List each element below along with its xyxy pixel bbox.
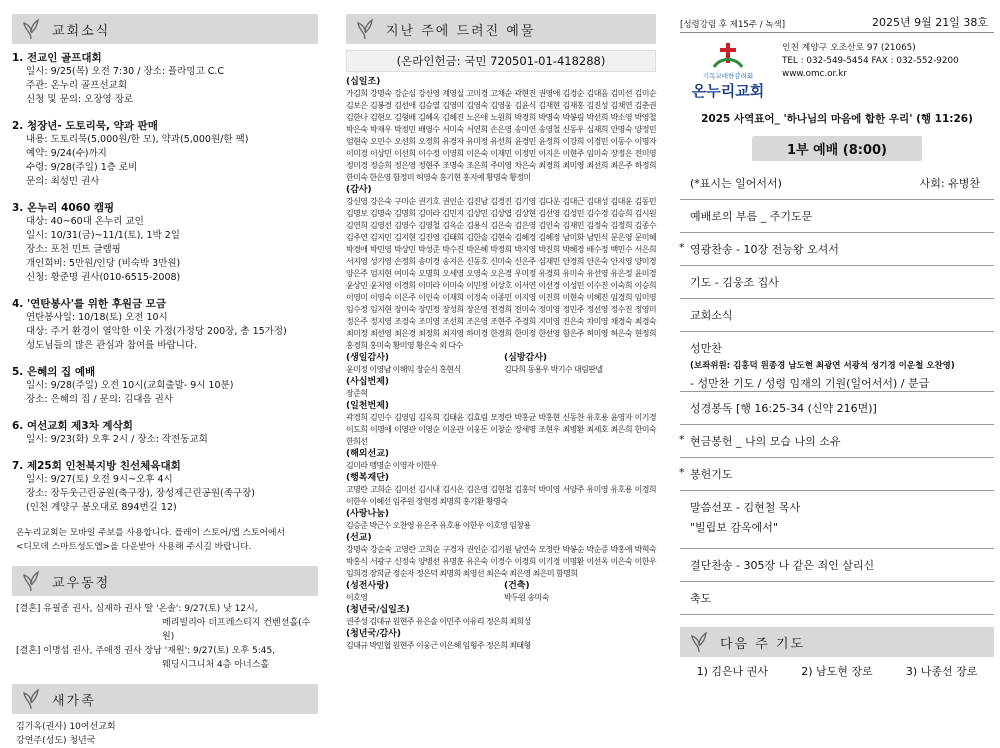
news-title: 교회소식 bbox=[52, 23, 111, 39]
offering-section bbox=[346, 352, 498, 376]
updates-title: 교우동정 bbox=[52, 575, 111, 591]
next-week-title: 다음 주 기도 bbox=[720, 636, 806, 652]
offering-section bbox=[504, 352, 656, 376]
offering-section bbox=[346, 472, 656, 508]
offering-names: 가김희 강명숙 강순심 강신영 계영실 고미경 고채순 곽현진 권영애 김경순 김대음 김미선 김미순 김보은 김봉경 김선애 김승열 김영미 김영숙 김영웅 김윤식 김재현 김재홍 김진성 김채연 김춘권 김한나 김현오 김형배 김혜옥 김혜진 노은애 노원희 박경희 박명숙 박봉림 박선희 박소영 박영철 박은숙 박재우 박정민 배영수 서미숙 서연희 손은영 송미연 송영철 신동우 심재희 안명숙 양정민 엄현숙 오민수 오선희 오정희 유경자 유미정 유선희 윤경민 윤정희 이강희 이경민 이동수 이명자 이미경 이상민 이선희 이수정 이영희 이은숙 이재민 이정민 이지은 이현주 임미숙 장정은 전미영 정미경 정승희 정은영 정현주 조명숙 조은희 주미영 차은숙 최경희 최미영 최선희 최은주 하정희 한미숙 한은영 함정미 허영숙 홍기현 홍지예 황명숙 황정미 bbox=[346, 89, 656, 182]
order-item bbox=[680, 458, 994, 491]
order-of-service bbox=[680, 167, 994, 615]
updates-header bbox=[12, 566, 318, 596]
offering-names: 강신영 강은숙 구미순 권기호 권인순 김진남 김경진 김기영 김다운 김대근 김대성 김대윤 김동민 김명보 김명숙 김명희 김미라 김민지 김상민 김상엽 김상현 김선영 김성민 김수경 김승희 김시원 김연희 김영선 김영수 김영철 김옥순 김용식 김은숙 김은영 김인숙 김재민 김정숙 김정희 김종수 김주연 김지민 김지현 김진영 김태희 김한솔 김현숙 김혜경 김혜정 남미화 남민식 문은영 문미혜 박경애 박민영 박상민 박성준 박수진 박은혜 박정희 박지영 박진희 박혜경 배수정 백민수 서은희 서지영 성기영 손정희 송미경 송지은 신동호 신미숙 신은주 심재민 안경희 안은숙 안지영 양미경 양은주 엄지현 여미숙 오명희 오세영 오영숙 오은경 우미정 유경희 유미숙 유선영 유은정 윤미경 윤상민 윤지영 이경희 이미라 이미숙 이민정 이상호 이서연 이선경 이성민 이수진 이숙희 이승희 이영미 이영숙 이은주 이인숙 이재희 이정숙 이종민 이지영 이진희 이현숙 이혜진 임경희 임미영 임수정 임지현 장미숙 장민정 장성희 장은영 전경희 전미숙 정미영 정민주 정선영 정수진 정영미 정은주 정지영 조경숙 조미영 조선희 조은영 조현주 주경희 지미영 진은숙 차미영 채경숙 최경숙 최미정 최선영 최은경 최정희 최지영 하미경 한경희 한미정 한선영 함은주 허미영 허은숙 현정희 홍경희 홍미숙 황미영 황은숙 외 다수 bbox=[346, 197, 656, 350]
news-item-line: 대상: 40~60대 온누리 교인 bbox=[26, 216, 144, 227]
news-item bbox=[12, 364, 318, 407]
offering-names: 김다희 동용우 박기수 대림판넬 bbox=[504, 365, 603, 374]
order-item bbox=[680, 233, 994, 266]
offering-names: 이호영 bbox=[346, 593, 368, 602]
offerings-column bbox=[340, 0, 660, 708]
leaf-icon bbox=[20, 688, 42, 710]
order-item bbox=[680, 582, 994, 615]
news-item-line: (인천 계양구 봉오대로 894번길 12) bbox=[26, 502, 177, 513]
offering-section bbox=[346, 76, 656, 184]
news-item-title: 3. 온누리 4060 캠핑 bbox=[12, 202, 115, 214]
offering-category: (행복재단) bbox=[346, 473, 390, 483]
news-item-line: 문의: 최성민 권사 bbox=[26, 176, 100, 187]
prayer-person: 1) 김은나 권사 bbox=[696, 665, 769, 678]
order-text: 예배로의 부름 _ 주기도문 bbox=[690, 210, 813, 223]
offering-sections bbox=[346, 76, 656, 652]
news-item-title: 2. 청장년- 도토리묵, 약과 판매 bbox=[12, 120, 158, 132]
offering-category: (청년국/십일조) bbox=[346, 605, 410, 615]
news-item-line: 대상: 주거 환경이 열악한 이웃 가정(가정당 200장, 총 15가정) bbox=[26, 326, 287, 337]
order-text: (*표시는 일어서서) bbox=[690, 177, 782, 190]
offering-section bbox=[346, 448, 656, 472]
order-text: 현금봉헌 _ 나의 모습 나의 소유 bbox=[690, 435, 841, 448]
news-item-line: 성도님들의 많은 관심과 참여를 바랍니다. bbox=[26, 340, 198, 351]
standing-marker: * bbox=[679, 466, 685, 479]
news-column bbox=[0, 0, 330, 746]
ministry-motto: 2025 사역표어_ '하나님의 마음에 합한 우리' (행 11:26) bbox=[701, 113, 973, 125]
news-item-line: 일시: 9/27(토) 오전 9시~오후 4시 bbox=[26, 474, 173, 485]
offering-category: (일천번제) bbox=[346, 401, 390, 411]
news-item bbox=[12, 50, 318, 107]
offering-category: (사랑나눔) bbox=[346, 509, 390, 519]
standing-marker: * bbox=[679, 433, 685, 446]
order-item bbox=[680, 299, 994, 332]
news-item-line: 신청: 황준명 권사(010-6515-2008) bbox=[26, 272, 181, 283]
offering-category: (성전사랑) bbox=[346, 581, 390, 591]
bulletin-top-bar bbox=[680, 14, 994, 33]
offering-category: (선교) bbox=[346, 533, 372, 543]
order-line2: - 성만찬 기도 / 성령 임재의 기원(일어서서) / 분급 bbox=[690, 377, 930, 390]
offering-section bbox=[346, 604, 656, 628]
presider: 사회: 유병찬 bbox=[919, 177, 980, 190]
offering-category: (십일조) bbox=[346, 77, 381, 87]
news-item bbox=[12, 118, 318, 189]
updates-list bbox=[12, 602, 318, 672]
service-title: 1부 예배 (8:00) bbox=[752, 136, 922, 161]
offering-pair bbox=[346, 352, 656, 376]
church-logo bbox=[680, 39, 776, 101]
church-name: 온누리교회 bbox=[691, 82, 765, 100]
news-header bbox=[12, 14, 318, 44]
news-item bbox=[12, 458, 318, 515]
news-item-title: 6. 여선교회 제3차 계삭회 bbox=[12, 420, 133, 432]
order-text: 축도 bbox=[690, 592, 712, 605]
address-line: www.omc.or.kr bbox=[782, 69, 847, 79]
offering-names: 김미라 맹명순 이영자 이한우 bbox=[346, 461, 438, 470]
cross-flame-icon bbox=[680, 39, 776, 71]
address-line: 인천 계양구 오조산로 97 (21065) bbox=[782, 43, 916, 53]
offering-section bbox=[346, 184, 656, 352]
offering-section bbox=[346, 532, 656, 580]
news-item-line: 수령: 9/28(주일) 1층 로비 bbox=[26, 162, 138, 173]
news-item-line: 신청 및 문의: 오장영 장로 bbox=[26, 94, 134, 105]
news-item-line: 장소: 포천 민트 글램핑 bbox=[26, 244, 121, 255]
news-item-title: 4. '연탄봉사'를 위한 후원금 모금 bbox=[12, 298, 167, 310]
news-item-line: 연탄봉사일: 10/18(토) 오전 10시 bbox=[26, 312, 168, 323]
order-item bbox=[680, 200, 994, 233]
news-item-line: 내용: 도토리묵(5,000원/한 모), 약과(5,000원/한 팩) bbox=[26, 134, 249, 145]
news-item-line: 예약: 9/24(수)까지 bbox=[26, 148, 107, 159]
order-item bbox=[680, 167, 994, 200]
order-text: 기도 - 김웅조 집사 bbox=[690, 276, 779, 289]
news-item-title: 1. 전교인 골프대회 bbox=[12, 52, 102, 64]
news-item-line: 개인회비: 5만원/인당 (비숙박 3만원) bbox=[26, 258, 181, 269]
offering-names: 윤미정 이영남 이해익 장순식 홍현식 bbox=[346, 365, 461, 374]
church-info bbox=[680, 39, 994, 101]
offering-names: 강명숙 강순숙 고영란 고희순 구경자 권인순 김기원 남연숙 모정란 박봉순 박순증 박홍애 박혁숙 박홍식 서광구 신정숙 양병선 유명훈 유은숙 이경수 이경희 이기경 이명환 이선옥 이은숙 이한우 임희경 장희균 정순자 정은덕 최명희 최영선 최은숙 최은영 최은미 함명희 bbox=[346, 545, 656, 578]
order-item bbox=[680, 266, 994, 299]
newfamily-list bbox=[12, 720, 318, 748]
offering-category: (감사) bbox=[346, 185, 372, 195]
order-text: 영광찬송 - 10장 전능왕 오셔서 bbox=[690, 243, 839, 256]
news-item-line: 일시: 10/31(금)~11/1(토), 1박 2일 bbox=[26, 230, 180, 241]
denomination: 기독교대한감리회 bbox=[702, 72, 754, 80]
address-line: TEL : 032-549-5454 FAX : 032-552-9200 bbox=[782, 56, 959, 66]
order-text: 봉헌기도 bbox=[690, 468, 733, 481]
leaf-icon bbox=[20, 570, 42, 592]
news-list bbox=[12, 50, 318, 515]
liturgical-season: [성령강림 후 제15주 / 녹색] bbox=[680, 20, 786, 30]
update-line: 메리빌리아 더프레스티지 컨벤션홀(수원) bbox=[162, 618, 311, 642]
news-item bbox=[12, 418, 318, 447]
offering-pair bbox=[346, 580, 656, 604]
update-line: [결혼] 이명섭 권사, 주애정 권사 장남 '재원': 9/27(토) 오후 5:45, bbox=[16, 646, 276, 656]
news-item-line: 장소: 장두웃근린공원(축구장), 장성제근린공원(족구장) bbox=[26, 488, 255, 499]
leaf-icon bbox=[688, 631, 710, 653]
news-item bbox=[12, 296, 318, 353]
news-item-line: 일시: 9/23(화) 오후 2시 / 장소: 작전동교회 bbox=[26, 434, 208, 445]
order-item bbox=[680, 332, 994, 392]
newfamily-line: 김기옥(권사) 10여선교회 bbox=[16, 722, 116, 732]
next-week-header bbox=[680, 627, 994, 657]
news-item bbox=[12, 200, 318, 285]
order-item bbox=[680, 549, 994, 582]
offering-category: (해외선교) bbox=[346, 449, 390, 459]
mobile-bulletin-note bbox=[12, 526, 318, 554]
order-text: 교회소식 bbox=[690, 309, 733, 322]
offering-section bbox=[346, 628, 656, 652]
news-item-title: 7. 제25회 인천북지방 친선체육대회 bbox=[12, 460, 181, 472]
online-offering-account: (온라인헌금: 국민 720501-01-418288) bbox=[346, 50, 656, 72]
order-item bbox=[680, 491, 994, 549]
newfamily-title: 새가족 bbox=[52, 693, 96, 709]
newfamily-line: 강연주(성도) 청년국 bbox=[16, 736, 96, 746]
offering-section bbox=[504, 580, 656, 604]
newfamily-header bbox=[12, 684, 318, 714]
offering-section bbox=[346, 400, 656, 448]
prayer-person: 3) 나종선 장로 bbox=[905, 665, 978, 678]
church-address bbox=[782, 42, 959, 81]
order-text: 결단찬송 - 305장 나 같은 죄인 살리신 bbox=[690, 559, 875, 572]
news-item-line: 일시: 9/28(주일) 오전 10시(교회출발- 9시 10분) bbox=[26, 380, 234, 391]
order-row bbox=[690, 175, 988, 191]
offering-section bbox=[346, 508, 656, 532]
order-item bbox=[680, 425, 994, 458]
offering-names: 박두원 송미숙 bbox=[504, 593, 549, 602]
offering-category: (건축) bbox=[504, 581, 530, 591]
standing-marker: * bbox=[679, 241, 685, 254]
offerings-title: 지난 주에 드려진 예물 bbox=[386, 23, 536, 39]
order-subtext: (보좌위원: 김홍덕 원종경 남도현 최광연 서광석 성기경 이운철 오찬영) bbox=[690, 361, 955, 371]
news-item-line: 주관: 온누리 골프선교회 bbox=[26, 80, 128, 91]
order-item bbox=[680, 392, 994, 425]
leaf-icon bbox=[20, 18, 42, 40]
offering-category: (사십번제) bbox=[346, 377, 390, 387]
prayer-person: 2) 남도현 장로 bbox=[801, 665, 873, 678]
offering-section bbox=[346, 376, 656, 400]
order-line2: "빌립보 감옥에서" bbox=[690, 521, 778, 534]
offering-category: (심방감사) bbox=[504, 353, 548, 363]
order-text: 성경봉독 [행 16:25-34 (신약 216면)] bbox=[690, 402, 877, 415]
offering-names: 권주성 김대규 원현주 유은솔 이민주 이유리 정은희 최희성 bbox=[346, 617, 531, 626]
bulletin-date: 2025년 9월 21일 38호 bbox=[872, 16, 988, 29]
offering-category: (생일감사) bbox=[346, 353, 390, 363]
offering-section bbox=[346, 580, 498, 604]
offering-names: 곽경희 김민수 김영임 김옥희 김태윤 김효림 모정란 박홍균 박홍현 신동찬 유호용 윤영자 이기경 이도희 이명애 이영관 이영순 이운관 이웅돈 이창순 장세명 조현우 최병환 최세호 최은희 한미숙 한희선 bbox=[346, 413, 656, 446]
order-text: 성만찬 bbox=[690, 342, 722, 355]
offering-names: 고명란 고희순 김미선 김시내 김시온 김은영 김현철 김홍덕 박미영 서양주 유미영 유호용 이경희 이한우 이혜선 임주원 장현경 최명희 홍기환 황명숙 bbox=[346, 485, 656, 506]
offerings-header bbox=[346, 14, 656, 44]
offering-names: 김승준 박근수 오찬영 유은주 유호용 이한우 이호영 임창용 bbox=[346, 521, 531, 530]
news-item-line: 일시: 9/25(목) 오전 7:30 / 장소: 플라밍고 C.C bbox=[26, 66, 225, 77]
order-text: 말씀선포 - 김현철 목사 bbox=[690, 501, 801, 514]
next-week-prayer-list bbox=[680, 663, 994, 679]
note-line: 온누리교회는 모바일 주보를 사용합니다. 플레이 스토어/앱 스토어에서 bbox=[16, 528, 285, 538]
offering-names: 김대규 박민협 원현주 이웅근 이은혜 임형주 정은희 최태형 bbox=[346, 641, 531, 650]
news-item-line: 장소: 은혜의 집 / 문의: 김대음 권사 bbox=[26, 394, 174, 405]
offering-names: 장준혁 bbox=[346, 389, 368, 398]
offering-category: (청년국/감사) bbox=[346, 629, 401, 639]
update-line: 웨딩시그니처 4층 아너스홀 bbox=[162, 660, 270, 670]
update-line: [결혼] 유필종 권사, 심재하 권사 딸 '온솔': 9/27(토) 낮 12시, bbox=[16, 604, 258, 614]
note-line: <디모데 스마트성도앱>을 다운받아 사용해 주시길 바랍니다. bbox=[16, 542, 252, 552]
bulletin-column bbox=[672, 0, 994, 708]
leaf-icon bbox=[354, 18, 376, 40]
news-item-title: 5. 은혜의 집 예배 bbox=[12, 366, 96, 378]
